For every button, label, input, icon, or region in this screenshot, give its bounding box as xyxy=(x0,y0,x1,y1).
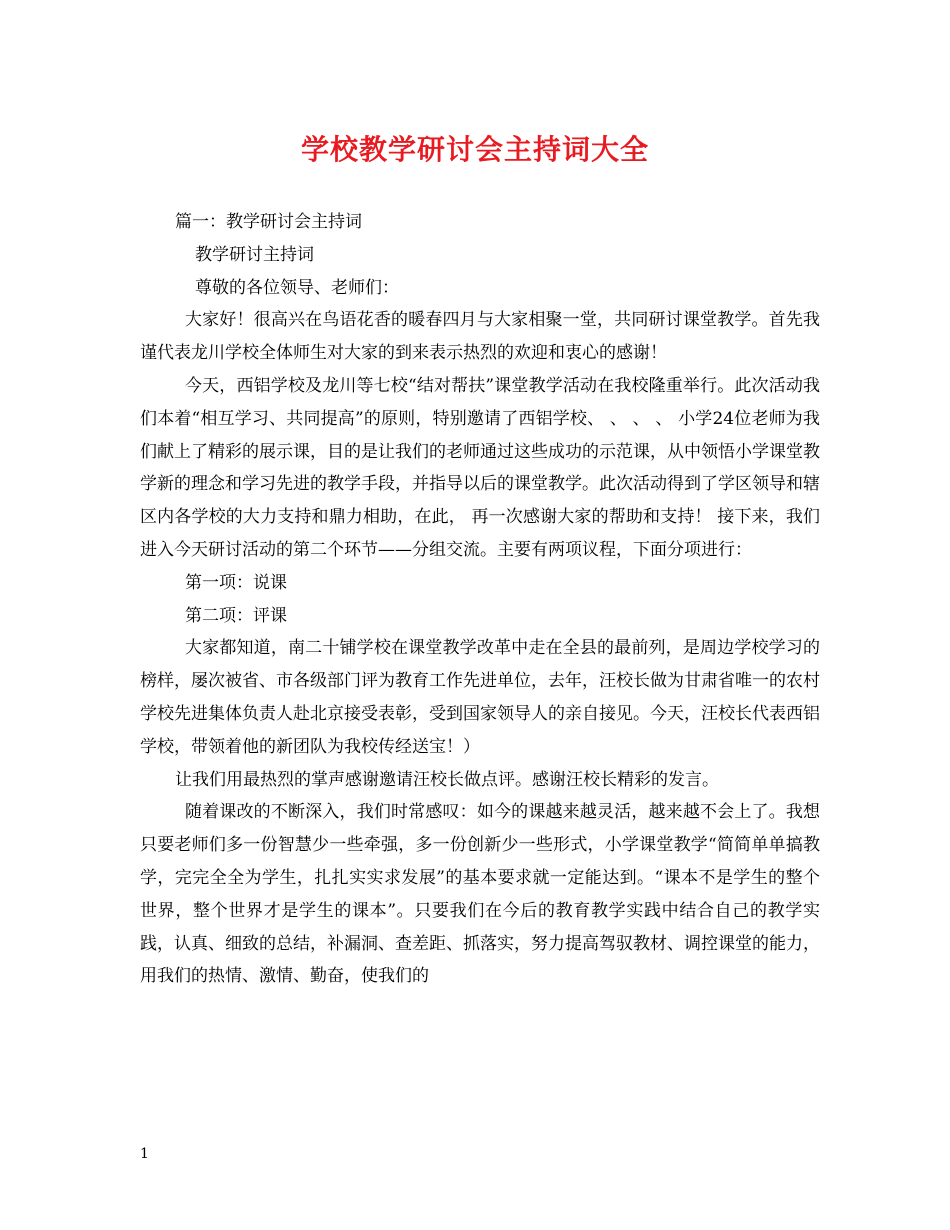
paragraph-school-intro: 大家都知道，南二十铺学校在课堂教学改革中走在全县的最前列，是周边学校学习的榜样，屡次被省、市各级部门评为教育工作先进单位，去年，汪校长做为甘肃省唯一的农村学校先进集体负责人赴北京接受表彰，受到国家领导人的亲自接见。今天，汪校长代表西铝学校，带领着他的新团队为我校传经送宝！） xyxy=(140,638,820,757)
paragraph-item-two: 第二项：评课 xyxy=(185,605,287,626)
paragraph-reform: 随着课改的不断深入，我们时常感叹：如今的课越来越灵活，越来越不会上了。我想只要老师们多一份智慧少一些牵强，多一份创新少一些形式，小学课堂教学“简简单单搞教学，完完全全为学生，扎扎实实求发展”的基本要求就一定能达到。“课本不是学生的整个世界，整个世界才是学生的课本”。只要我们在今后的教育教学实践中结合自己的教学实践，认真、细致的总结，补漏洞、查差距、抓落实，努力提高驾驭教材、调控课堂的能力，用我们的热情、激情、勤奋，使我们的 xyxy=(140,802,820,987)
document-title: 学校教学研讨会主持词大全 xyxy=(300,133,649,166)
paragraph-activity-intro: 今天，西铝学校及龙川等七校“结对帮扶”课堂教学活动在我校隆重举行。此次活动我们本着“相互学习、共同提高”的原则，特别邀请了西铝学校、 、 、 、 小学24位老师为我们献上了精彩的展示课，目的是让我们的老师通过这些成功的示范课，从中领悟小学课堂教学新的理念和学习先进的教学手段，并指导以后的课堂教学。此次活动得到了学区领导和辖区内各学校的大力支持和鼎力相助，在此， 再一次感谢大家的帮助和支持！ 接下来，我们进入今天研讨活动的第二个环节——分组交流。主要有两项议程，下面分项进行： xyxy=(140,375,820,560)
paragraph-salutation: 尊敬的各位领导、老师们： xyxy=(195,277,399,298)
paragraph-greeting: 大家好！很高兴在鸟语花香的暖春四月与大家相聚一堂，共同研讨课堂教学。首先我谨代表龙川学校全体师生对大家的到来表示热烈的欢迎和衷心的感谢！ xyxy=(140,310,820,364)
paragraph-item-one: 第一项：说课 xyxy=(185,572,287,593)
paragraph-section-heading: 篇一：教学研讨会主持词 xyxy=(175,212,362,232)
paragraph-subtitle: 教学研讨主持词 xyxy=(195,244,314,265)
page-number: 1 xyxy=(140,1146,149,1162)
paragraph-applause: 让我们用最热烈的掌声感谢邀请汪校长做点评。感谢汪校长精彩的发言。 xyxy=(175,769,719,790)
document-body xyxy=(140,206,820,993)
